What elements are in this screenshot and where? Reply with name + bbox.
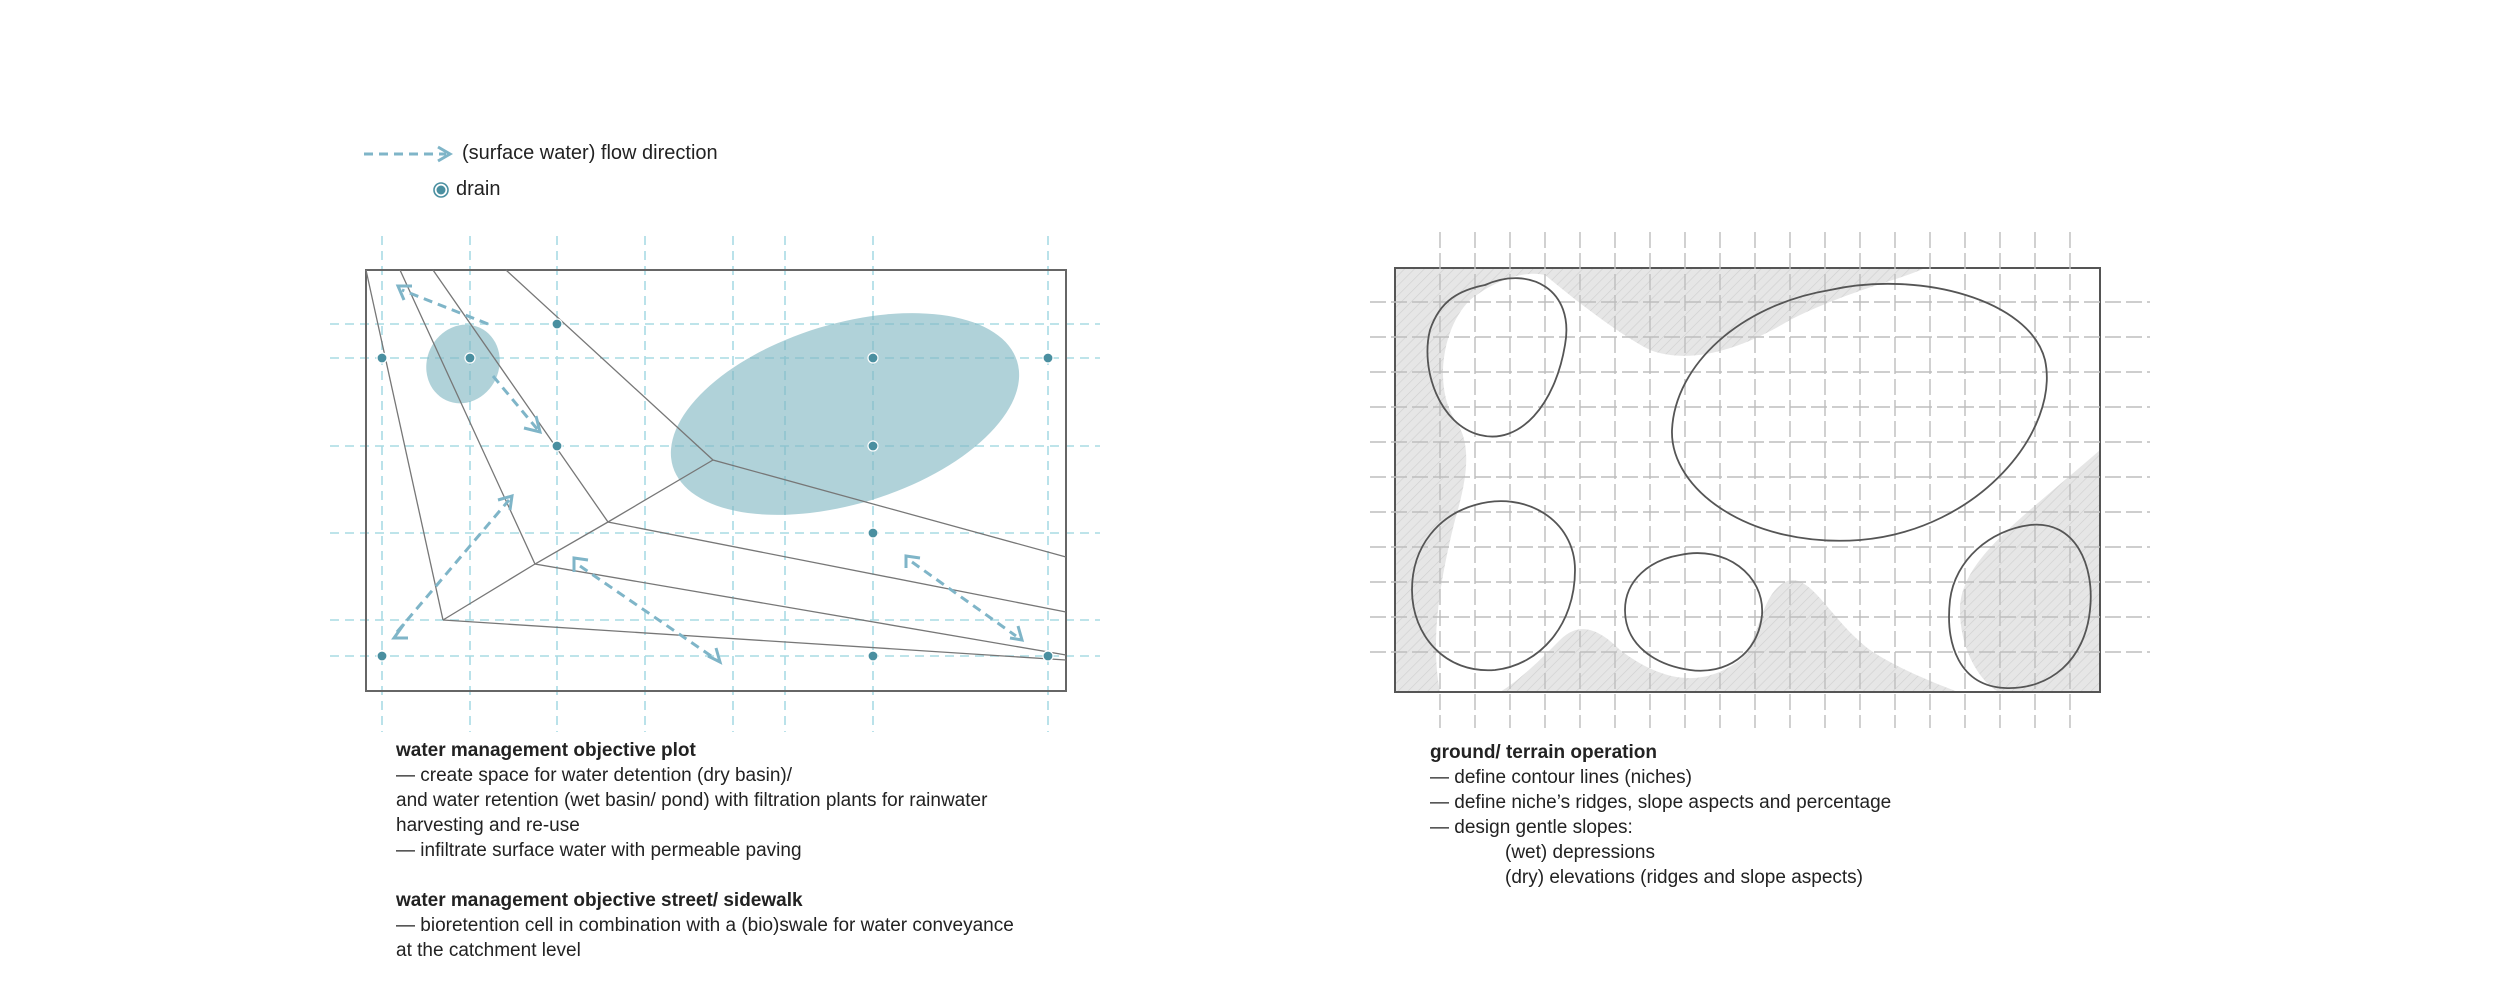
drain-point (868, 353, 878, 363)
drain-point (868, 651, 878, 661)
legend-flow-label: (surface water) flow direction (462, 142, 718, 164)
hatched-elevations (1395, 268, 2100, 692)
water-basins (413, 275, 1043, 552)
legend-flow-direction (362, 142, 718, 165)
terrain-niche-diagram (1365, 228, 2165, 738)
street-objective-line: at the catchment level (396, 940, 581, 961)
street-objective-line: — bioretention cell in combination with a (bio)swale for water conveyance (396, 915, 1014, 936)
plot-objective-line: — infiltrate surface water with permeable paving (396, 840, 802, 861)
terrain-operation-subline: (wet) depressions (1505, 842, 1655, 863)
large-retention-basin (647, 275, 1044, 552)
drain-point (868, 441, 878, 451)
plot-objective-line: harvesting and re-use (396, 815, 580, 836)
legend-drain-label: drain (456, 178, 501, 200)
drain-point (552, 441, 562, 451)
legend-drain (432, 178, 500, 201)
left-caption (396, 738, 1116, 963)
terrain-operation-line: — define niche’s ridges, slope aspects and percentage (1430, 792, 1892, 813)
drain-point (1043, 651, 1053, 661)
plot-objective-line: — create space for water detention (dry basin)/ (396, 765, 793, 786)
drain-point (377, 651, 387, 661)
drain-point (465, 353, 475, 363)
niche-bottom-middle (1625, 553, 1762, 671)
water-management-diagram (320, 228, 1120, 738)
flow-arrow-icon (362, 144, 456, 164)
right-caption (1430, 740, 2150, 890)
drain-point (1043, 353, 1053, 363)
plot-objective-line: and water retention (wet basin/ pond) with filtration plants for rainwater (396, 790, 988, 811)
street-objective-heading: water management objective street/ sidewalk (396, 890, 803, 911)
drain-point (377, 353, 387, 363)
drain-icon (432, 181, 450, 199)
terrain-operation-line: — design gentle slopes: (1430, 817, 1633, 838)
drain-point (868, 528, 878, 538)
drain-point (552, 319, 562, 329)
terrain-operation-line: — define contour lines (niches) (1430, 767, 1692, 788)
terrain-operation-subline: (dry) elevations (ridges and slope aspects) (1505, 867, 1864, 888)
terrain-operation-heading: ground/ terrain operation (1430, 742, 1657, 763)
plot-objective-heading: water management objective plot (396, 740, 696, 761)
